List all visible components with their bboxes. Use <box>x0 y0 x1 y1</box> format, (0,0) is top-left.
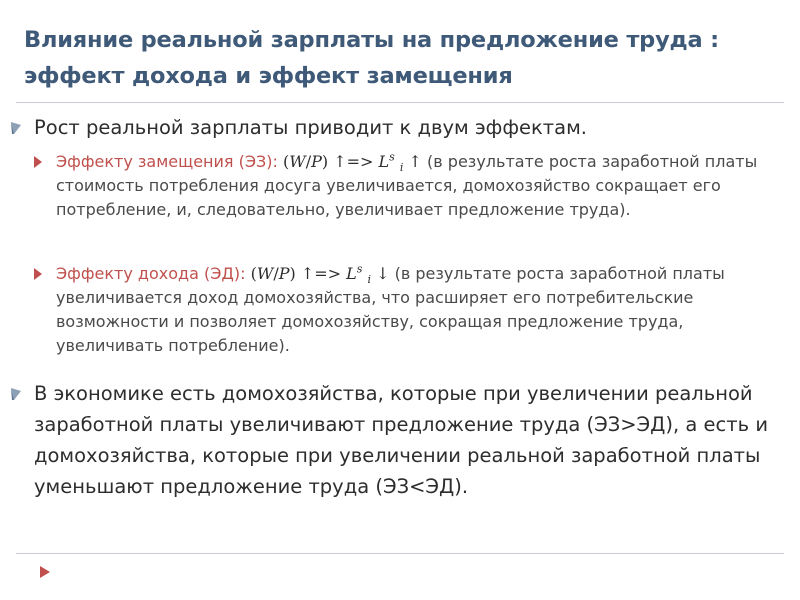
title-line-1: Влияние реальной зарплаты на предложение труда : <box>24 27 719 53</box>
bullet-marker-icon <box>10 387 23 401</box>
substitution-term: Эффекту замещения (ЭЗ): <box>56 152 278 171</box>
income-term: Эффекту дохода (ЭД): <box>56 264 246 283</box>
bullet-economy <box>34 378 774 502</box>
bullet-marker-icon <box>10 121 23 135</box>
title-line-2: эффект дохода и эффект замещения <box>24 63 513 89</box>
footer-divider <box>16 553 784 554</box>
substitution-explanation: (в результате роста заработной платы стоимость потребления досуга увеличивается, домохозяйство сокращает его потребление, и, следовательно, увеличивает предложение труда). <box>56 152 758 219</box>
bullet-main-text: Рост реальной зарплаты приводит к двум эффектам. <box>34 116 587 139</box>
sub-bullet-arrow-icon <box>34 156 42 168</box>
slide-title <box>24 22 784 94</box>
slide-nav-arrow-icon[interactable] <box>40 566 50 578</box>
title-divider <box>16 102 784 103</box>
bullet-main <box>34 112 774 143</box>
bullet-economy-text: В экономике есть домохозяйства, которые при увеличении реальной заработной платы увеличивают предложение труда (ЭЗ>ЭД), а есть и домохозяйства, которые при увеличении реальной заработной платы уменьшают предложение труда (ЭЗ<ЭД). <box>34 382 769 498</box>
income-explanation: (в результате роста заработной платы увеличивается доход домохозяйства, что расширяет его потребительские возможности и позволяет домохозяйству, сокращая предложение труда, увеличивать потребление). <box>56 264 725 355</box>
substitution-formula: (W/P) ↑=> $L^s$ $_i$ ↑ <box>283 150 422 175</box>
bullet-income <box>56 262 778 358</box>
sub-bullet-arrow-icon <box>34 268 42 280</box>
income-formula: (W/P) ↑=> $L^s$ $_i$ ↓ <box>250 262 390 287</box>
bullet-substitution <box>56 150 778 222</box>
